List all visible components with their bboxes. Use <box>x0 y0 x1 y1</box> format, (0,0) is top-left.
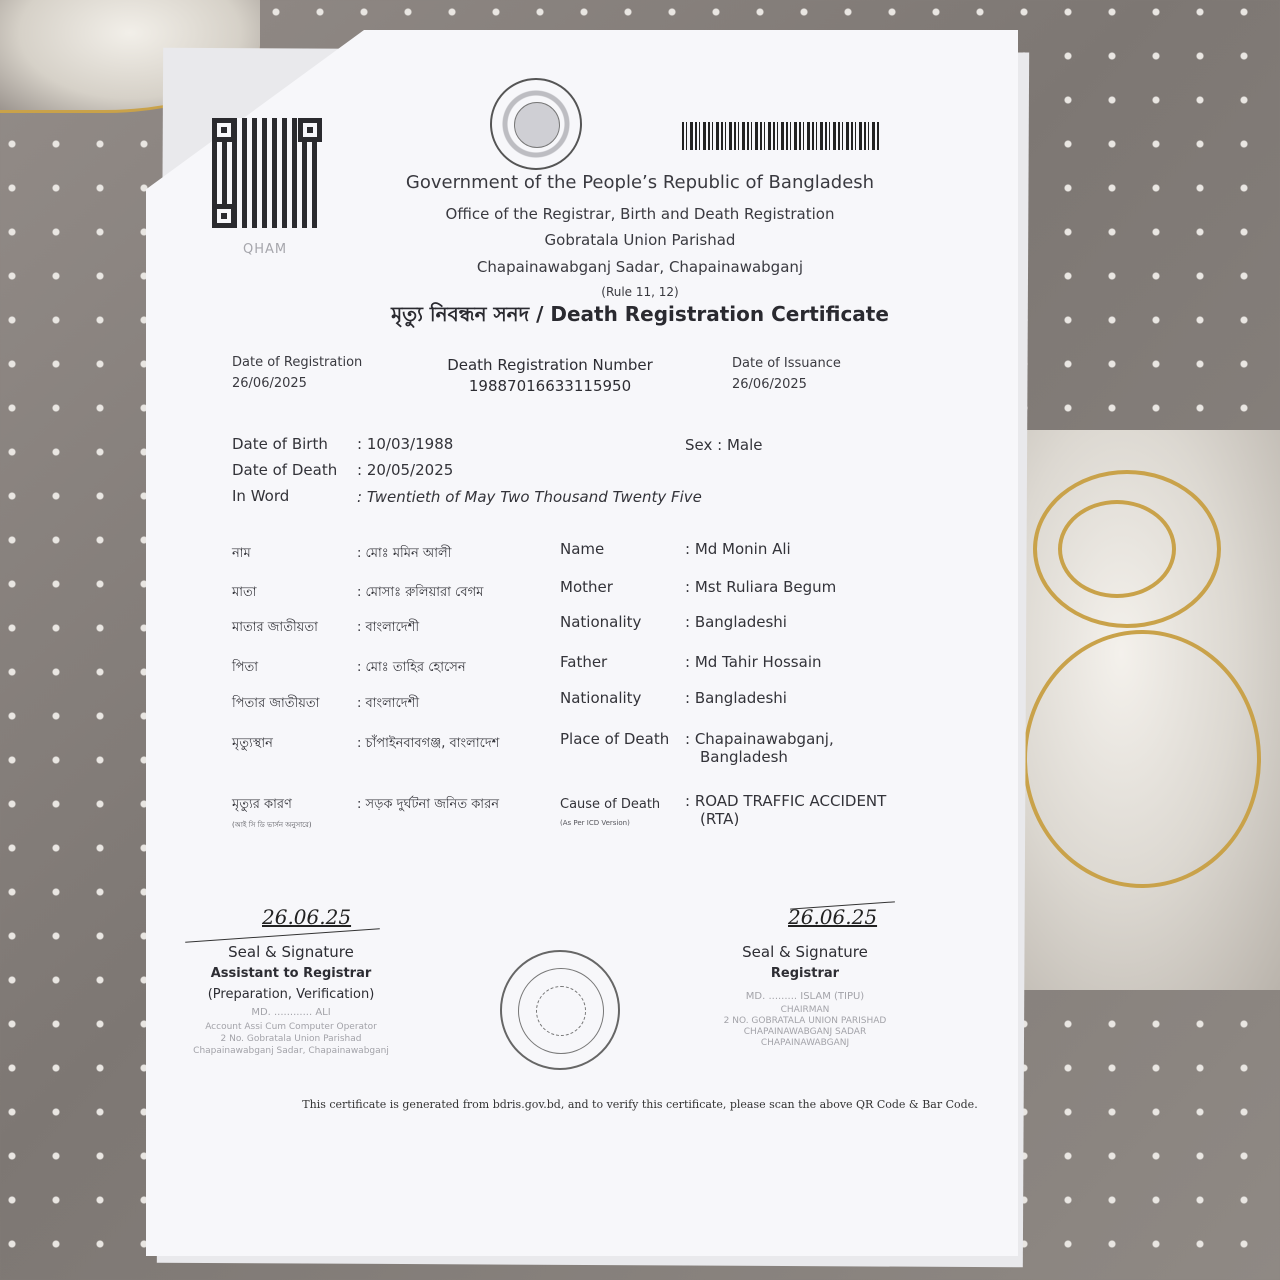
barcode[interactable] <box>682 122 880 150</box>
death-date-label: Date of Death <box>232 461 338 479</box>
father-bn-value: : মোঃ তাহির হোসেন <box>357 660 466 675</box>
left-signature-date: 26.06.25 <box>262 905 352 929</box>
left-stamp-line4: Chapainawabganj Sadar, Chapainawabganj <box>193 1046 389 1056</box>
left-signature-stroke <box>185 928 380 943</box>
name-bn-label: নাম <box>232 546 251 561</box>
verification-footer: This certificate is generated from bdris.gov.bd, and to verify this certificate, please scan the above QR Code & Bar Code. <box>302 1098 978 1111</box>
place-of-death-bn-label: মৃত্যুস্থান <box>232 736 273 751</box>
cause-of-death-value: : ROAD TRAFFIC ACCIDENT <box>685 792 887 810</box>
cause-of-death-label: Cause of Death <box>560 797 661 812</box>
father-bn-label: পিতা <box>232 660 259 675</box>
name-bn-value: : মোঃ মমিন আলী <box>357 546 452 561</box>
father-value: : Md Tahir Hossain <box>685 653 822 671</box>
sex-value: Sex : Male <box>685 436 763 454</box>
father-nationality-value: : Bangladeshi <box>685 689 787 707</box>
place-of-death-value-line2: Bangladesh <box>700 748 788 766</box>
right-stamp-name: MD. ......... ISLAM (TIPU) <box>745 991 865 1002</box>
place-of-death-bn-value: : চাঁপাইনবাবগঞ্জ, বাংলাদেশ <box>357 736 500 751</box>
left-role-detail: (Preparation, Verification) <box>207 987 375 1002</box>
death-date-value: : 20/05/2025 <box>357 461 454 479</box>
name-label: Name <box>560 540 605 558</box>
header-office: Office of the Registrar, Birth and Death Registration <box>445 205 835 223</box>
birth-date-value: : 10/03/1988 <box>357 435 454 453</box>
cause-of-death-bn-label: মৃত্যুর কারণ <box>232 797 292 812</box>
cause-of-death-bn-value: : সড়ক দুর্ঘটনা জনিত কারন <box>357 797 499 812</box>
right-stamp-line4: CHAPAINAWABGANJ SADAR <box>743 1027 867 1037</box>
header-union: Gobratala Union Parishad <box>544 231 736 249</box>
right-seal-label: Seal & Signature <box>742 943 868 961</box>
mother-label: Mother <box>560 578 613 596</box>
cause-of-death-value-line2: (RTA) <box>700 810 740 828</box>
registration-date-label: Date of Registration <box>232 355 363 370</box>
issuance-date-label: Date of Issuance <box>732 356 841 371</box>
mother-value: : Mst Ruliara Begum <box>685 578 837 596</box>
registration-number-label: Death Registration Number <box>447 356 653 374</box>
qr-code-label: QHAM <box>243 242 288 257</box>
mother-nationality-label: Nationality <box>560 613 642 631</box>
left-stamp-line3: 2 No. Gobratala Union Parishad <box>220 1034 362 1044</box>
father-nationality-bn-label: পিতার জাতীয়তা <box>232 696 320 711</box>
certificate-title: মৃত্যু নিবন্ধন সনদ / Death Registration Certificate <box>391 302 889 326</box>
header-government: Government of the People’s Republic of Bangladesh <box>405 172 875 193</box>
left-seal-label: Seal & Signature <box>228 943 354 961</box>
right-stamp-line5: CHAPAINAWABGANJ <box>760 1038 850 1048</box>
left-stamp-name: MD. ............ ALI <box>251 1007 331 1018</box>
registration-date-value: 26/06/2025 <box>232 376 307 391</box>
in-word-label: In Word <box>232 487 290 505</box>
government-emblem <box>490 78 582 170</box>
registration-number-value: 19887016633115950 <box>468 377 632 395</box>
mother-bn-label: মাতা <box>232 585 257 600</box>
left-stamp-line2: Account Assi Cum Computer Operator <box>205 1022 377 1032</box>
father-nationality-label: Nationality <box>560 689 642 707</box>
right-stamp-line2: CHAIRMAN <box>780 1005 830 1015</box>
header-district: Chapainawabganj Sadar, Chapainawabganj <box>476 258 804 276</box>
header-rule: (Rule 11, 12) <box>601 285 679 299</box>
father-label: Father <box>560 653 608 671</box>
mother-nationality-bn-label: মাতার জাতীয়তা <box>232 620 318 635</box>
father-nationality-bn-value: : বাংলাদেশী <box>357 696 420 711</box>
cause-of-death-en-note: (As Per ICD Version) <box>560 819 630 827</box>
right-signature-date: 26.06.25 <box>788 905 878 929</box>
left-role: Assistant to Registrar <box>210 966 372 981</box>
union-parishad-round-seal <box>500 950 620 1070</box>
place-of-death-value: : Chapainawabganj, <box>685 730 834 748</box>
mother-nationality-bn-value: : বাংলাদেশী <box>357 620 420 635</box>
right-stamp-line3: 2 NO. GOBRATALA UNION PARISHAD <box>723 1016 887 1026</box>
right-role: Registrar <box>770 966 840 981</box>
place-of-death-label: Place of Death <box>560 730 670 748</box>
mother-bn-value: : মোসাঃ রুলিয়ারা বেগম <box>357 585 484 600</box>
name-value: : Md Monin Ali <box>685 540 791 558</box>
mother-nationality-value: : Bangladeshi <box>685 613 787 631</box>
in-word-value: : Twentieth of May Two Thousand Twenty Five <box>357 488 702 506</box>
cause-of-death-bn-note: (আই সি ডি ভার্সন অনুসারে) <box>232 821 312 829</box>
issuance-date-value: 26/06/2025 <box>732 377 807 392</box>
birth-date-label: Date of Birth <box>232 435 328 453</box>
